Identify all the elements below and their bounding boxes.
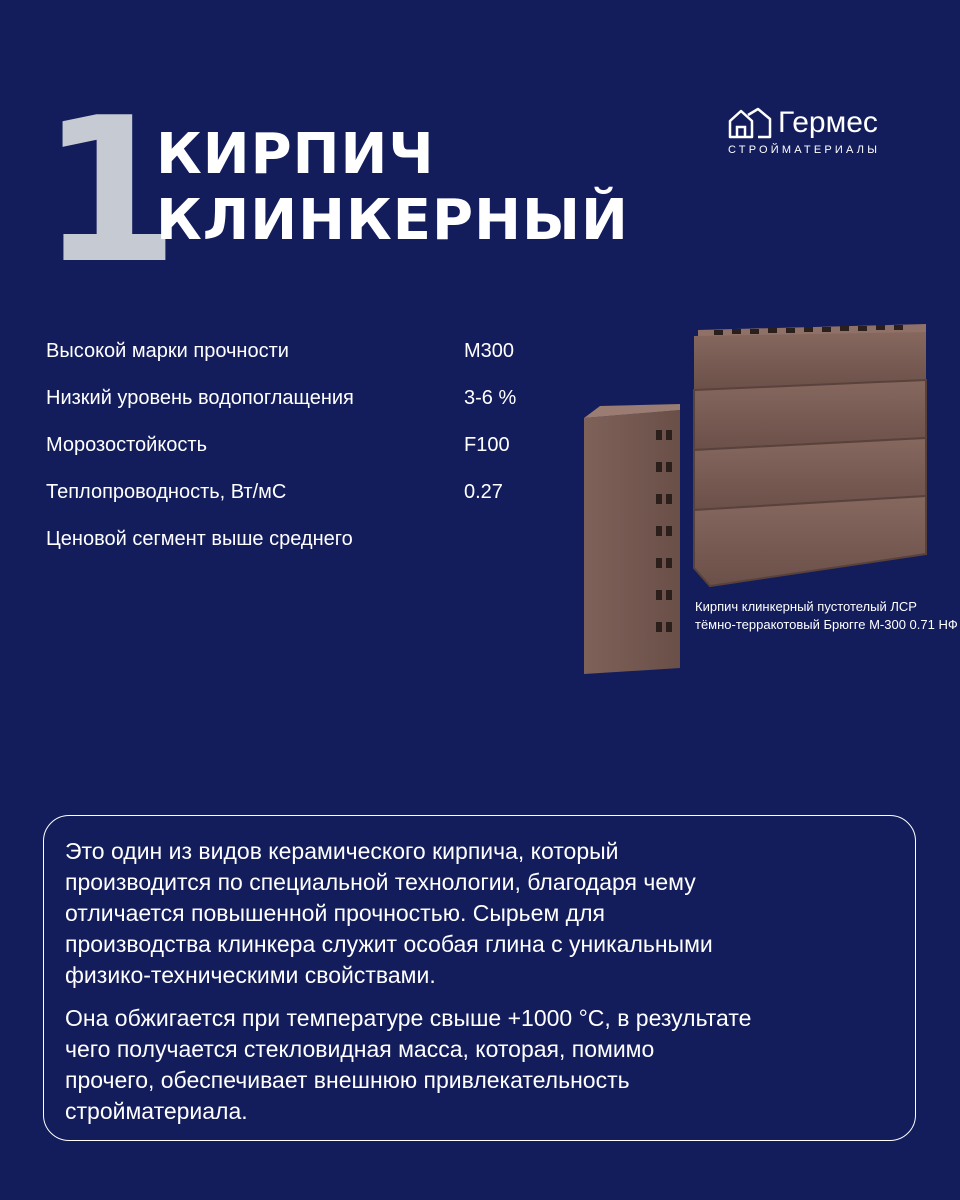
brand-logo [728, 106, 908, 156]
brand-tagline: СТРОЙМАТЕРИАЛЫ [728, 144, 881, 156]
brick-stack [694, 324, 926, 586]
spec-label: Низкий уровень водопоглащения [46, 387, 354, 409]
page-title [156, 122, 629, 254]
spec-value: F100 [464, 434, 510, 456]
spec-value: М300 [464, 340, 515, 362]
house-icon [728, 107, 772, 139]
brand-name: Гермес [778, 106, 878, 139]
spec-label: Высокой марки прочности [46, 340, 289, 362]
title-line-1: КИРПИЧ [156, 122, 435, 187]
spec-label: Ценовой сегмент выше среднего [46, 528, 353, 550]
description-box [43, 815, 916, 1141]
description-paragraph-1: Это один из видов керамического кирпича, который производится по специальной технологии, благодаря чему отличается повышенной прочностью. Сырьем для производства клинкера служит особая глина с уникальными физико-техническими свойствами. [65, 838, 713, 988]
spec-label: Теплопроводность, Вт/мС [46, 481, 287, 503]
product-caption: Кирпич клинкерный пустотелый ЛСР тёмно-терракотовый Брюгге М-300 0.71 НФ [695, 599, 958, 632]
spec-label: Морозостойкость [46, 434, 208, 456]
brick-standing [584, 404, 680, 674]
spec-value: 0.27 [464, 481, 503, 503]
spec-value: 3-6 % [464, 387, 517, 409]
description-paragraph-2: Она обжигается при температуре свыше +1000 °С, в результате чего получается стекловидная масса, которая, помимо прочего, обеспечивает внешнюю привлекательность стройматериала. [65, 1005, 752, 1124]
title-line-2: КЛИНКЕРНЫЙ [156, 188, 629, 253]
section-number: 1 [40, 75, 172, 308]
